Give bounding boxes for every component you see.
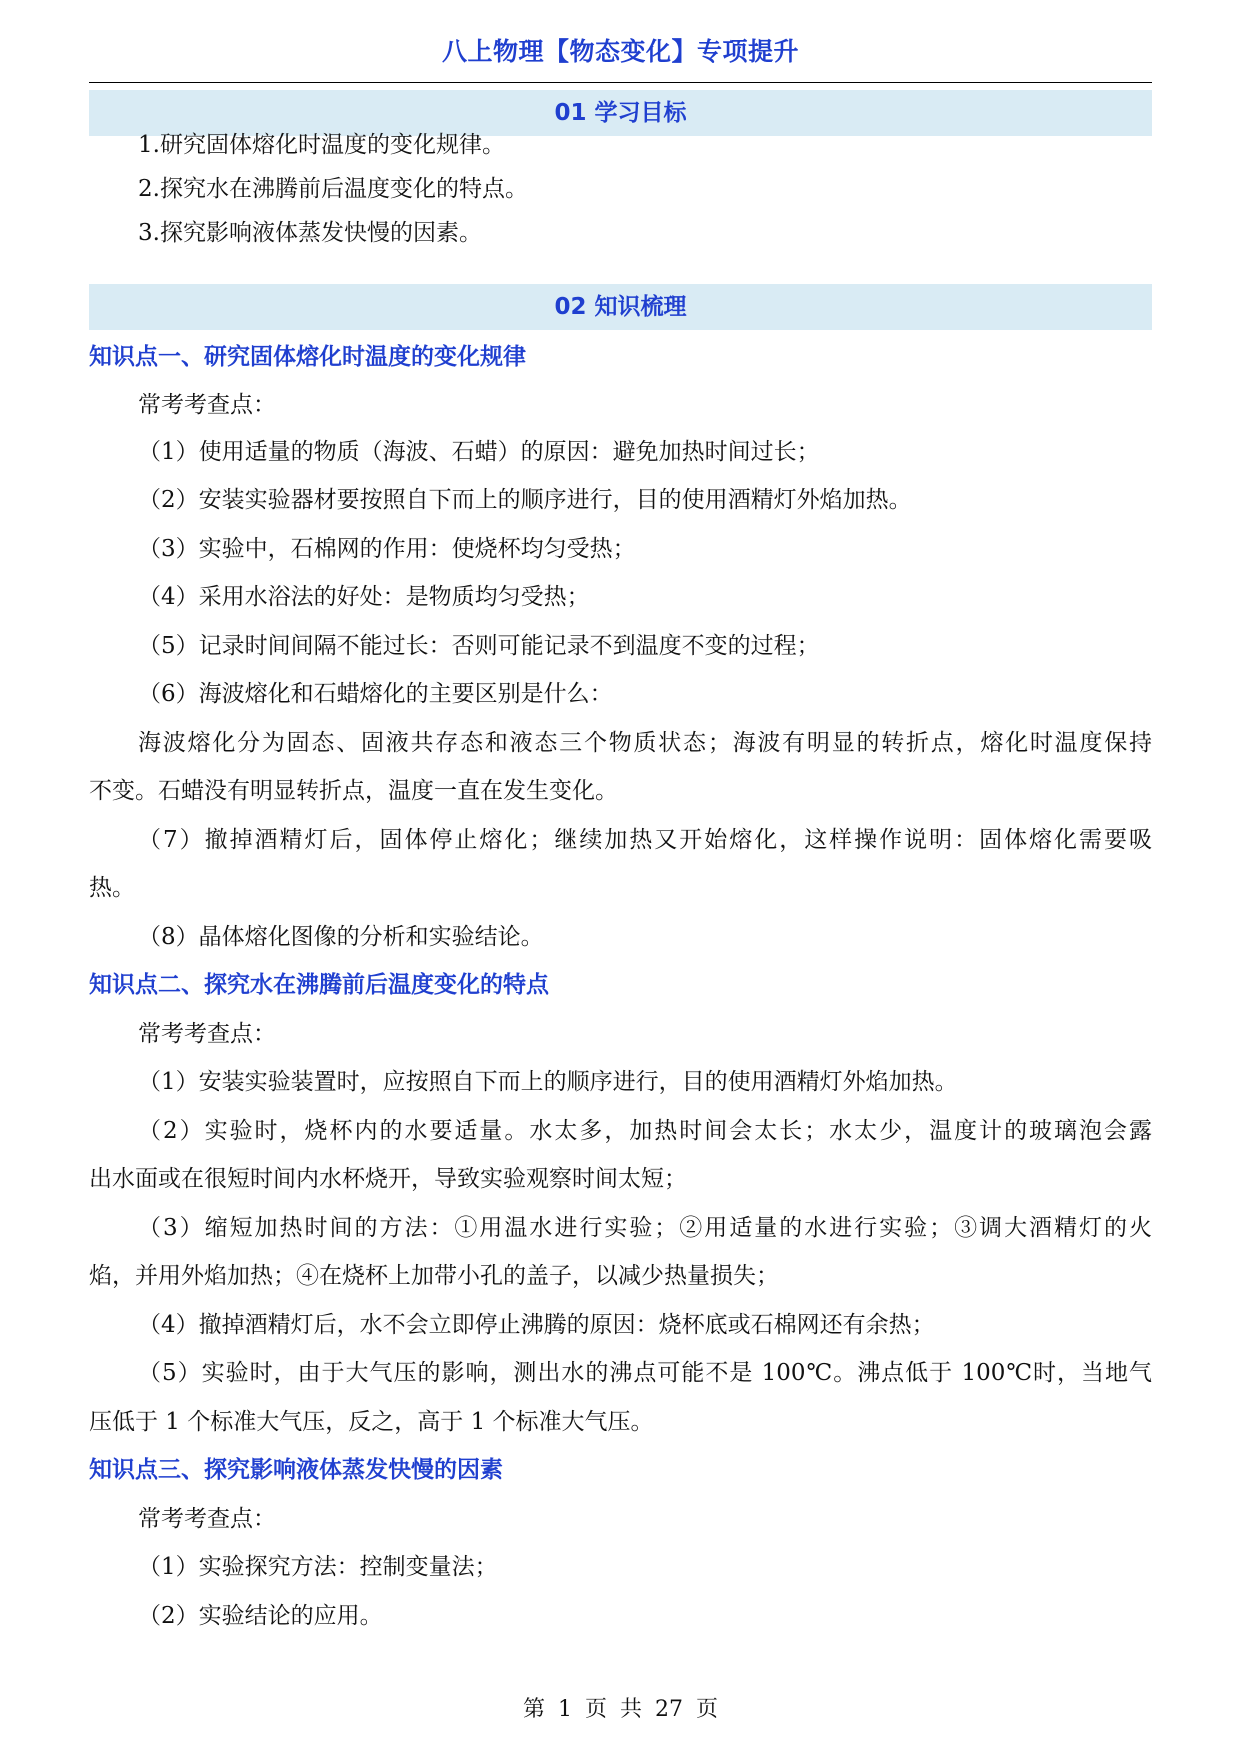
k1-line: （4）采用水浴法的好处：是物质均匀受热；	[138, 584, 590, 610]
k3-line: （2）实验结论的应用。	[138, 1603, 383, 1629]
k2-line: （2）实验时，烧杯内的水要适量。水太多，加热时间会太长；水太少，温度计的玻璃泡会露	[138, 1118, 1152, 1144]
k1-line: （8）晶体熔化图像的分析和实验结论。	[138, 924, 544, 950]
k1-line: 热。	[89, 875, 135, 901]
knowledge-point-1-title: 知识点一、研究固体熔化时温度的变化规律	[89, 344, 526, 370]
goal-item: 2.探究水在沸腾前后温度变化的特点。	[138, 176, 528, 202]
k2-line: 焰，并用外焰加热；④在烧杯上加带小孔的盖子，以减少热量损失；	[89, 1263, 779, 1289]
k1-line: 不变。石蜡没有明显转折点，温度一直在发生变化。	[89, 778, 618, 804]
document-title: 八上物理【物态变化】专项提升	[441, 37, 799, 66]
k1-intro: 常考考查点：	[138, 392, 276, 418]
k1-line: （2）安装实验器材要按照自下而上的顺序进行，目的使用酒精灯外焰加热。	[138, 487, 912, 513]
header-divider	[89, 82, 1152, 83]
section-bar-knowledge: 02 知识梳理	[89, 284, 1152, 330]
k1-line: （5）记录时间间隔不能过长：否则可能记录不到温度不变的过程；	[138, 633, 820, 659]
knowledge-point-2-title: 知识点二、探究水在沸腾前后温度变化的特点	[89, 972, 549, 998]
k1-line: （1）使用适量的物质（海波、石蜡）的原因：避免加热时间过长；	[138, 439, 820, 465]
knowledge-point-3-title: 知识点三、探究影响液体蒸发快慢的因素	[89, 1457, 503, 1483]
k2-line: 压低于 1 个标准大气压，反之，高于 1 个标准大气压。	[89, 1409, 654, 1435]
k2-line: 出水面或在很短时间内水杯烧开，导致实验观察时间太短；	[89, 1166, 687, 1192]
k2-line: （4）撤掉酒精灯后，水不会立即停止沸腾的原因：烧杯底或石棉网还有余热；	[138, 1312, 935, 1338]
goal-item: 1.研究固体熔化时温度的变化规律。	[138, 132, 505, 158]
section-bar-learning-goals: 01 学习目标	[89, 90, 1152, 136]
k1-line: （7）撤掉酒精灯后，固体停止熔化；继续加热又开始熔化，这样操作说明：固体熔化需要吸	[138, 827, 1152, 853]
page-number: 第 1 页 共 27 页	[523, 1697, 718, 1722]
k2-intro: 常考考查点：	[138, 1021, 276, 1047]
k2-line: （3）缩短加热时间的方法：①用温水进行实验；②用适量的水进行实验；③调大酒精灯的火	[138, 1215, 1152, 1241]
k2-line: （1）安装实验装置时，应按照自下而上的顺序进行，目的使用酒精灯外焰加热。	[138, 1069, 958, 1095]
k3-line: （1）实验探究方法：控制变量法；	[138, 1554, 498, 1580]
k3-intro: 常考考查点：	[138, 1506, 276, 1532]
k1-line: （6）海波熔化和石蜡熔化的主要区别是什么：	[138, 681, 613, 707]
k1-line: 海波熔化分为固态、固液共存态和液态三个物质状态；海波有明显的转折点，熔化时温度保持	[138, 730, 1152, 756]
k2-line: （5）实验时，由于大气压的影响，测出水的沸点可能不是 100℃。沸点低于 100℃时，当地气	[138, 1360, 1152, 1386]
goal-item: 3.探究影响液体蒸发快慢的因素。	[138, 220, 482, 246]
k1-line: （3）实验中，石棉网的作用：使烧杯均匀受热；	[138, 536, 636, 562]
